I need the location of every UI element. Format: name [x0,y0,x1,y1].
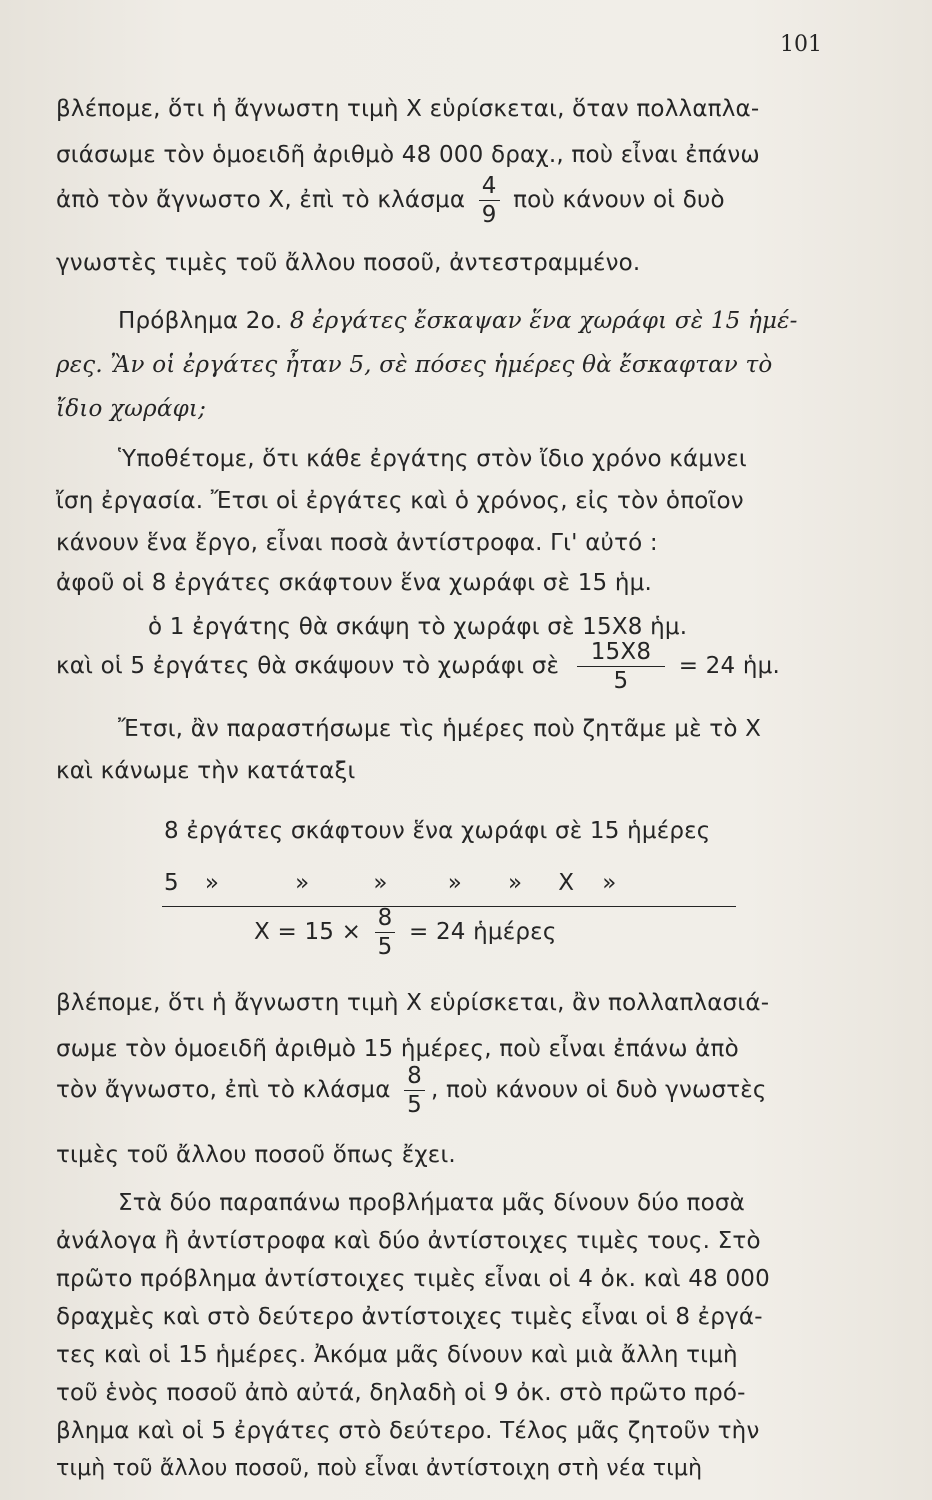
fraction-denominator: 5 [407,1092,422,1119]
text-line: καὶ κάνωμε τὴν κατάταξι [56,758,356,784]
text-line: σιάσωμε τὸν ὁμοειδῆ ἀριθμὸ 48 000 δραχ., ποὺ εἶναι ἐπάνω [56,142,760,168]
problem-label: Πρόβλημα 2ο. [118,308,283,334]
text-line: βλέπομε, ὅτι ἡ ἄγνωστη τιμὴ Χ εὑρίσκεται, ἂν πολλαπλασιά- [56,990,770,1016]
text-line: τιμὲς τοῦ ἄλλου ποσοῦ ὅπως ἔχει. [56,1142,456,1168]
text-line: ἀνάλογα ἢ ἀντίστροφα καὶ δύο ἀντίστοιχες τιμὲς τους. Στὸ [56,1228,761,1254]
text-line-with-fraction [56,640,780,693]
problem-statement-line: ρες. Ἂν οἱ ἐργάτες ἦταν 5, σὲ πόσες ἡμέρες θὰ ἔσκαφταν τὸ [56,352,773,378]
arrangement-row: 8 ἐργάτες σκάφτουν ἕνα χωράφι σὲ 15 ἡμέρες [164,818,711,844]
text-line: βλέπομε, ὅτι ἡ ἄγνωστη τιμὴ Χ εὑρίσκεται, ὅταν πολλαπλα- [56,96,760,122]
ditto-mark: » [447,870,462,896]
fraction-numerator: 4 [479,174,500,201]
text-line: τες καὶ οἱ 15 ἡμέρες. Ἀκόμα μᾶς δίνουν καὶ μιὰ ἄλλη τιμὴ [56,1342,738,1368]
text-line: γνωστὲς τιμὲς τοῦ ἄλλου ποσοῦ, ἀντεστραμμένο. [56,250,641,276]
ditto-mark: » [204,870,220,896]
text-segment: καὶ οἱ 5 ἐργάτες θὰ σκάψουν τὸ χωράφι σὲ [56,653,560,680]
page-number: 101 [780,32,822,57]
fraction-denominator: 5 [613,668,629,695]
fraction [375,906,396,959]
result-equation [254,906,557,959]
text-line: ἴση ἐργασία. Ἔτσι οἱ ἐργάτες καὶ ὁ χρόνος, εἰς τὸν ὁποῖον [56,488,744,514]
ditto-mark: » [373,870,388,896]
problem-statement: 8 ἐργάτες ἔσκαψαν ἕνα χωράφι σὲ 15 ἡμέ- [289,308,798,334]
text-segment: ἀπὸ τὸν ἄγνωστο Χ, ἐπὶ τὸ κλάσμα [56,187,466,214]
fraction-numerator: 8 [404,1064,425,1091]
ditto-mark: » [602,870,617,896]
text-line: ἀφοῦ οἱ 8 ἐργάτες σκάφτουν ἕνα χωράφι σὲ 15 ἡμ. [56,570,653,596]
text-line: σωμε τὸν ὁμοειδῆ ἀριθμὸ 15 ἡμέρες, ποὺ εἶναι ἐπάνω ἀπὸ [56,1036,739,1062]
text-line-with-fraction [56,174,725,227]
text-line: πρῶτο πρόβλημα ἀντίστοιχες τιμὲς εἶναι οἱ 4 ὀκ. καὶ 48 000 [56,1266,770,1292]
fraction [479,174,500,227]
text-line: τιμὴ τοῦ ἄλλου ποσοῦ, ποὺ εἶναι ἀντίστοιχη στὴ νέα τιμὴ [56,1456,703,1481]
text-segment: Χ = 15 × [254,919,362,946]
fraction-denominator: 5 [377,934,393,961]
text-segment: ποὺ κάνουν οἱ δυὸ [513,187,725,214]
arrangement-row [164,870,617,896]
problem-statement-line: ἴδιο χωράφι; [56,396,207,422]
text-line: ὁ 1 ἐργάτης θὰ σκάψη τὸ χωράφι σὲ 15Χ8 ἡμ. [148,614,688,640]
text-line: κάνουν ἕνα ἔργο, εἶναι ποσὰ ἀντίστροφα. Γι' αὐτό : [56,530,658,556]
ditto-mark: » [507,870,523,896]
text-segment: = 24 ἡμ. [678,653,780,680]
row-cell: Χ [558,870,575,896]
row-cell: 5 [164,870,179,896]
text-segment: τὸν ἄγνωστο, ἐπὶ τὸ κλάσμα [56,1077,391,1104]
text-line: Στὰ δύο παραπάνω προβλήματα μᾶς δίνουν δύο ποσὰ [118,1190,745,1216]
text-line: τοῦ ἑνὸς ποσοῦ ἀπὸ αὐτά, δηλαδὴ οἱ 9 ὀκ. στὸ πρῶτο πρό- [56,1380,746,1406]
ditto-mark: » [295,870,310,896]
fraction [404,1064,425,1117]
text-line: Ὑποθέτομε, ὅτι κάθε ἐργάτης στὸν ἴδιο χρόνο κάμνει [118,446,747,472]
fraction-numerator: 8 [375,906,396,933]
fraction [577,640,665,693]
fraction-numerator: 15Χ8 [577,640,665,667]
text-line-with-fraction [56,1064,767,1117]
problem-heading-line [118,308,798,334]
text-line: δραχμὲς καὶ στὸ δεύτερο ἀντίστοιχες τιμὲς εἶναι οἱ 8 ἐργά- [56,1304,763,1330]
text-segment: , ποὺ κάνουν οἱ δυὸ γνωστὲς [430,1077,767,1104]
fraction-denominator: 9 [481,202,497,229]
text-line: βλημα καὶ οἱ 5 ἐργάτες στὸ δεύτερο. Τέλος μᾶς ζητοῦν τὴν [56,1418,760,1444]
text-line: Ἔτσι, ἂν παραστήσωμε τὶς ἡμέρες ποὺ ζητᾶμε μὲ τὸ Χ [118,716,762,742]
text-segment: = 24 ἡμέρες [408,919,557,946]
